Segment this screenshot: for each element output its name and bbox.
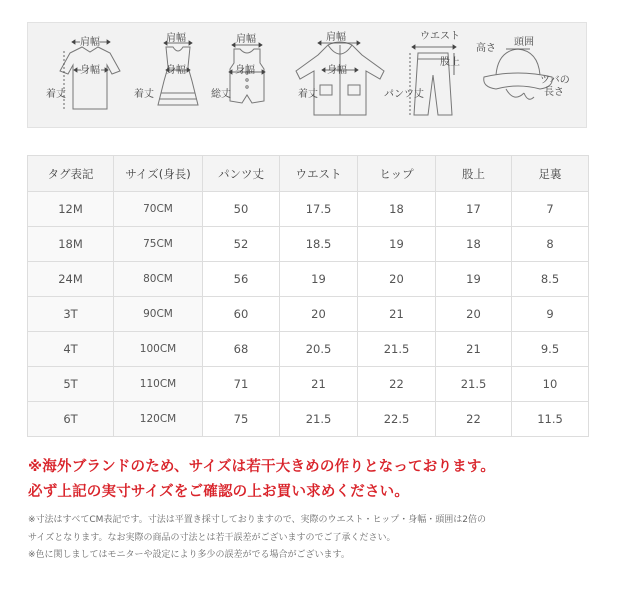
jacket-length-label: 着丈 [298,89,318,100]
cell-hip: 22.5 [358,402,436,437]
pants-rise-label: 股上 [440,57,460,68]
cell-size: 90CM [114,297,203,332]
cell-size: 120CM [114,402,203,437]
romper-shoulder-label: 肩幅 [236,34,256,45]
cell-pants-length: 71 [203,367,280,402]
cell-foot: 9 [512,297,589,332]
cell-tag: 6T [28,402,114,437]
hat-height-label: 高さ [476,43,496,54]
cell-size: 70CM [114,192,203,227]
cell-tag: 18M [28,227,114,262]
measurement-notes [28,512,598,565]
cell-waist: 20.5 [280,332,358,367]
cell-rise: 18 [436,227,512,262]
tshirt-length-label: 着丈 [46,89,66,100]
cell-tag: 4T [28,332,114,367]
cell-size: 110CM [114,367,203,402]
tshirt-shoulder-label: 肩幅 [80,37,100,48]
header-tag: タグ表記 [28,156,114,192]
cell-foot: 7 [512,192,589,227]
pants-waist-label: ウエスト [420,31,460,42]
cell-waist: 19 [280,262,358,297]
cell-tag: 3T [28,297,114,332]
cell-tag: 24M [28,262,114,297]
size-table [27,155,589,437]
cell-size: 100CM [114,332,203,367]
notice-line-1: ※海外ブランドのため、サイズは若干大きめの作りとなっております。 [28,459,496,475]
cell-hip: 20 [358,262,436,297]
romper-length-label: 総丈 [211,89,231,100]
table-row [28,262,589,297]
garment-illustrations [28,23,586,127]
dress-length-label: 着丈 [134,89,154,100]
cell-tag: 5T [28,367,114,402]
cell-rise: 21.5 [436,367,512,402]
pants-length-label: パンツ丈 [384,89,424,100]
hat-brim-label-1: ツバの [540,75,570,86]
header-waist: ウエスト [280,156,358,192]
cell-foot: 8.5 [512,262,589,297]
cell-size: 80CM [114,262,203,297]
table-row [28,367,589,402]
tshirt-body-label: 身幅 [80,65,100,76]
cell-foot: 9.5 [512,332,589,367]
header-rise: 股上 [436,156,512,192]
cell-rise: 21 [436,332,512,367]
cell-pants-length: 52 [203,227,280,262]
romper-body-label: 身幅 [235,65,255,76]
header-pants-length: パンツ丈 [203,156,280,192]
cell-rise: 17 [436,192,512,227]
measurement-diagram [27,22,587,128]
note-line-2: サイズとなります。なお実際の商品の寸法とは若干誤差がございますのでご了承ください。 [28,532,396,543]
cell-waist: 20 [280,297,358,332]
size-notice [28,455,598,505]
cell-rise: 22 [436,402,512,437]
hat-head-label: 頭囲 [514,37,534,48]
cell-pants-length: 75 [203,402,280,437]
cell-rise: 20 [436,297,512,332]
dress-shoulder-label: 肩幅 [166,33,186,44]
notice-line-2: 必ず上記の実寸サイズをご確認の上お買い求めください。 [28,484,410,500]
hat-brim-label-2: 長さ [544,87,564,98]
cell-foot: 10 [512,367,589,402]
cell-waist: 21 [280,367,358,402]
header-size: サイズ(身長) [114,156,203,192]
cell-waist: 18.5 [280,227,358,262]
cell-hip: 22 [358,367,436,402]
header-hip: ヒップ [358,156,436,192]
cell-waist: 17.5 [280,192,358,227]
table-row [28,192,589,227]
cell-waist: 21.5 [280,402,358,437]
dress-body-label: 身幅 [166,65,186,76]
jacket-body-label: 身幅 [327,65,347,76]
cell-tag: 12M [28,192,114,227]
tshirt-illustration [60,47,120,109]
table-row [28,227,589,262]
jacket-illustration [296,42,384,115]
cell-foot: 11.5 [512,402,589,437]
header-foot: 足裏 [512,156,589,192]
cell-foot: 8 [512,227,589,262]
cell-hip: 21.5 [358,332,436,367]
jacket-shoulder-label: 肩幅 [326,32,346,43]
cell-pants-length: 56 [203,262,280,297]
table-row [28,402,589,437]
table-row [28,332,589,367]
cell-hip: 21 [358,297,436,332]
note-line-1: ※寸法はすべてCM表記です。寸法は平置き採寸しておりますので、実際のウエスト・ヒップ・身幅・頭囲は2倍の [28,515,486,525]
cell-hip: 19 [358,227,436,262]
cell-hip: 18 [358,192,436,227]
cell-pants-length: 68 [203,332,280,367]
table-row [28,297,589,332]
cell-rise: 19 [436,262,512,297]
note-line-3: ※色に関しましてはモニターや設定により多少の誤差がでる場合がございます。 [28,550,350,560]
table-header-row [28,156,589,192]
cell-size: 75CM [114,227,203,262]
cell-pants-length: 60 [203,297,280,332]
cell-pants-length: 50 [203,192,280,227]
